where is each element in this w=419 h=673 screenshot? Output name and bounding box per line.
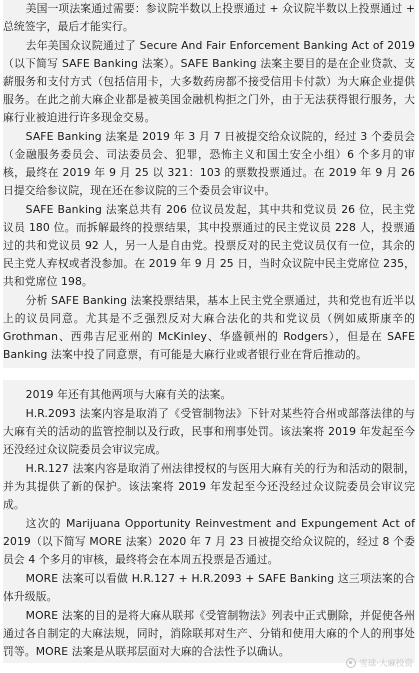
paragraph-hr127: H.R.127 法案内容是取消了州法律授权的与医用大麻有关的行为和活动的限制，并为其提供了新的保护。该法案将 2019 年发起至今还没经过众议院委员会审议完成。 [3,462,415,511]
watermark-text: 雪球·大麻投资 [359,659,413,669]
paragraph-more-act: 这次的 Marijuana Opportunity Reinvestment and Expungement Act of 2019（以下简写 MORE 法案）2020 年 7 月 23 日被提交给众议院的，经过 8 个委员会 4 个多月的审核，最终将会在本周五投票是否通过。 [3,517,415,566]
paragraph-safe-banking-analysis: 分析 SAFE Banking 法案投票结果，基本上民主党全票通过，共和党也有近半以上的议员同意。尤其是不乏强烈反对大麻合法化的共和党议员（例如威斯康辛的 Grothman、西弗吉尼亚州的 McKinley、华盛顿州的 Rodgers），但是在 SAFE Banking 法案中投了同意票，有可能是大麻行业或者银行业在背后推动的。 [3,294,415,361]
watermark [346,657,413,669]
paragraph-more-combined: MORE 法案可以看做 H.R.127 + H.R.2093 + SAFE Banking 这三项法案的合体升级版。 [3,572,415,603]
article-section-safe-banking [3,0,415,368]
paragraph-safe-banking-sponsors: SAFE Banking 法案总共有 206 位议员发起，其中共和党议员 26 位，民主党议员 180 位。而拆解最终的投票结果，其中投票通过的民主党议员 228 人，投票通过的共和党议员 92 人，另一人是自由党。投票反对的民主党议员仅有一位，其余的民主党人弃权或者没参加。在 2019 年 9 月 25 日，当时众议院中民主党席位 235，共和党席位 198。 [3,203,415,288]
paragraph-other-bills-intro: 2019 年还有其他两项与大麻有关的法案。 [25,388,232,401]
paragraph-hr2093: H.R.2093 法案内容是取消了《受管制物法》下针对某些符合州或部落法律的与大麻有关的活动的监管控制以及行政，民事和刑事处罚。该法案将 2019 年发起至今还没经过众议院委员会审议完成。 [3,407,415,456]
paragraph-safe-banking-overview: 去年美国众议院通过了 Secure And Fair Enforcement Banking Act of 2019（以下简写 SAFE Banking 法案）。SAFE Banking 法案主要目的是在企业贷款、支薪服务和支付方式（包括信用卡，大多数药房都不接受信用卡付款）为大麻企业提供服务。在此之前大麻企业都是被美国金融机构拒之门外，由于无法获得银行服务，大麻行业被迫进行许多现金交易。 [3,39,415,124]
paragraph-intro: 美国一项法案通过需要：参议院半数以上投票通过 + 众议院半数以上投票通过 + 总统签字，最后才能实行。 [3,2,415,33]
snowball-logo-icon [346,658,356,668]
paragraph-more-purpose: MORE 法案的目的是将大麻从联邦《受管制物法》列表中正式删除，并促使各州通过各自制定的大麻法规，同时，消除联邦对生产、分销和使用大麻的个人的刑事处罚等。MORE 法案是从联邦层面对大麻的合法性予以确认。 [3,609,415,658]
article-section-other-bills [3,380,415,663]
paragraph-safe-banking-timeline: SAFE Banking 法案是 2019 年 3 月 7 日被提交给众议院的，经过 3 个委员会（金融服务委员会、司法委员会、犯罪，恐怖主义和国土安全小组）6 个多月的审核，最终在 2019 年 9 月 25 以 321：103 的票数投票通过。在 2019 年 9 月 26 日提交给参议院，现在还在参议院的三个委员会审议中。 [3,130,415,197]
